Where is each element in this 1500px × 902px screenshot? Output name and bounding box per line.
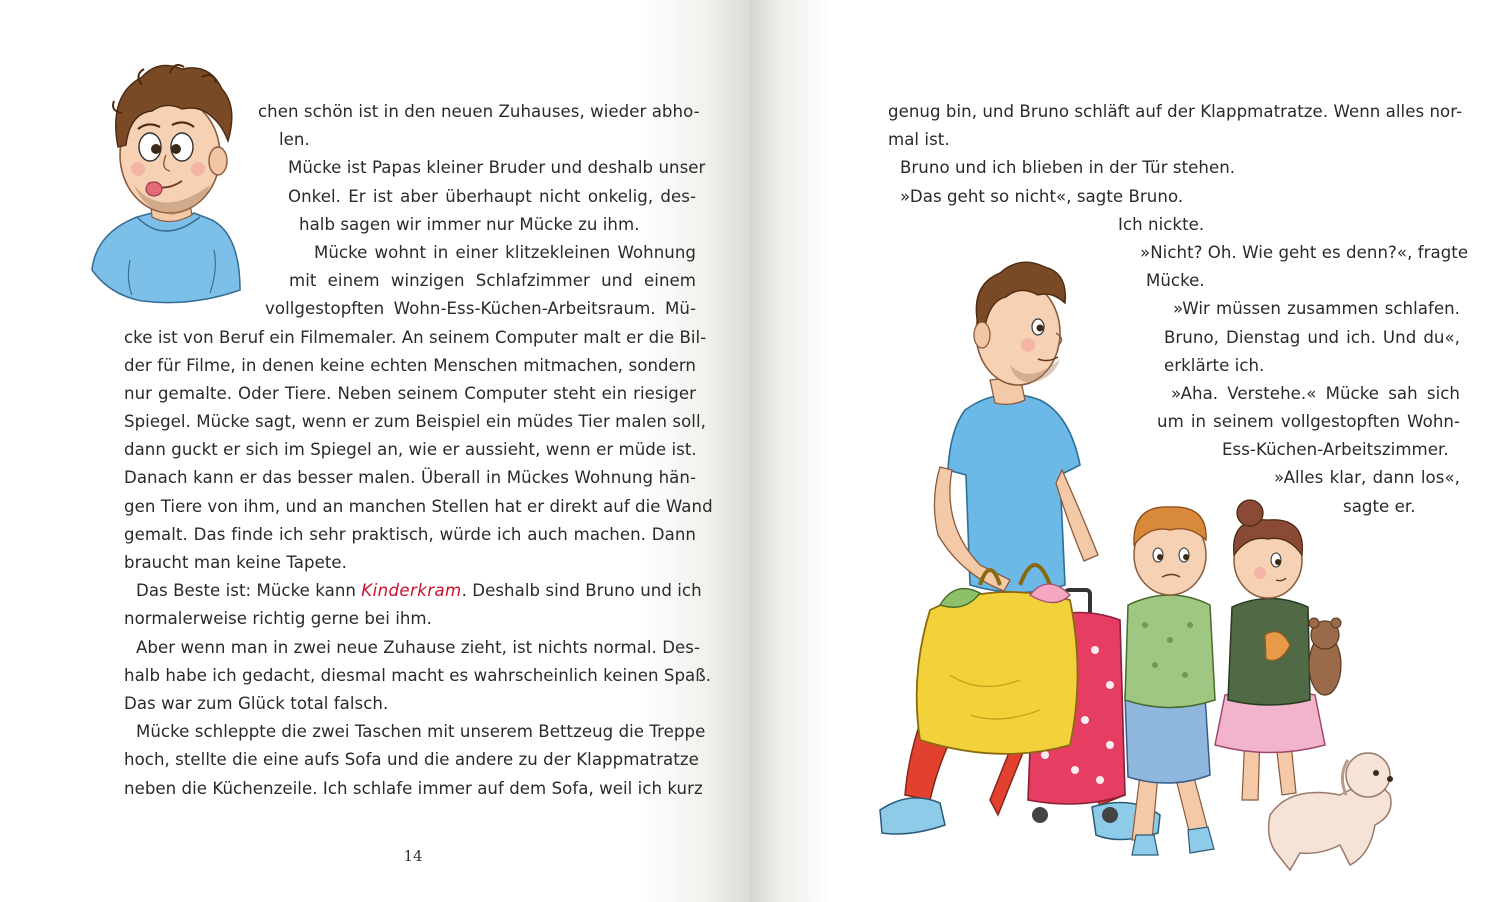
text-line: Ich nickte. [1118, 214, 1205, 234]
text-line: nur gemalte. Oder Tiere. Neben seinem Computer steht ein riesiger [124, 383, 696, 403]
right-page-text [888, 98, 1469, 521]
text-line: mit einem winzigen Schlafzimmer und einem [289, 271, 696, 291]
text-line: Mücke. [1146, 271, 1205, 291]
text-segment: Das Beste ist: Mücke kann [136, 581, 362, 601]
text-line: mal ist. [888, 130, 950, 150]
text-line: »Nicht? Oh. Wie geht es denn?«, fragte [1140, 242, 1469, 262]
text-line: Spiegel. Mücke sagt, wenn er zum Beispiel ein müdes Tier malen soll, [124, 412, 706, 432]
text-line: »Das geht so nicht«, sagte Bruno. [900, 186, 1184, 206]
text-line: braucht man keine Tapete. [124, 553, 347, 572]
text-line: »Wir müssen zusammen schlafen. [1173, 299, 1460, 319]
text-line: um in seinem vollgestopften Wohn- [1157, 412, 1460, 432]
page-number: 14 [403, 847, 423, 865]
text-line: genug bin, und Bruno schläft auf der Klappmatratze. Wenn alles nor- [888, 102, 1463, 121]
text-line: halb habe ich gedacht, diesmal macht es wahrscheinlich keinen Spaß. [124, 665, 712, 685]
text-line: erklärte ich. [1164, 355, 1265, 375]
text-line: Aber wenn man in zwei neue Zuhause zieht, ist nichts normal. Des- [136, 637, 701, 657]
text-line: Mücke wohnt in einer klitzekleinen Wohnung [314, 242, 696, 262]
text-line: len. [279, 130, 310, 150]
text-line: sagte er. [1343, 496, 1416, 516]
text-line: vollgestopften Wohn-Ess-Küchen-Arbeitsraum. Mü- [265, 299, 696, 319]
text-line: Onkel. Er ist aber überhaupt nicht onkelig, des- [288, 186, 696, 206]
text-line: der für Filme, in denen keine echten Menschen mitmachen, sondern [124, 355, 696, 375]
text-line: Danach kann er das besser malen. Überall in Mückes Wohnung hän- [124, 468, 696, 488]
text-line: chen schön ist in den neuen Zuhauses, wieder abho- [258, 102, 700, 121]
text-line: Mücke schleppte die zwei Taschen mit unserem Bettzeug die Treppe [136, 722, 706, 742]
text-line: Bruno, Dienstag und ich. Und du«, [1164, 327, 1460, 347]
text-line: neben die Küchenzeile. Ich schlafe immer auf dem Sofa, weil ich kurz [124, 778, 703, 798]
text-line: gen Tiere von ihm, und an manchen Stellen hat er direkt auf die Wand [124, 496, 713, 516]
text-line [136, 577, 702, 605]
text-line: »Aha. Verstehe.« Mücke sah sich [1171, 383, 1460, 403]
text-line: Das war zum Glück total falsch. [124, 693, 389, 713]
text-line: Ess-Küchen-Arbeitszimmer. [1222, 440, 1449, 460]
left-page-text [124, 98, 713, 803]
text-line: hoch, stellte die eine aufs Sofa und die andere zu der Klappmatratze [124, 750, 699, 770]
text-line: normalerweise richtig gerne bei ihm. [124, 609, 432, 629]
text-line: gemalt. Das finde ich sehr praktisch, würde ich auch machen. Dann [124, 524, 696, 544]
text-line: dann guckt er sich im Spiegel an, wie er aussieht, wenn er müde ist. [124, 440, 697, 460]
text-segment: . Deshalb sind Bruno und ich [461, 581, 702, 601]
text-line: halb sagen wir immer nur Mücke zu ihm. [299, 214, 640, 234]
text-line: »Alles klar, dann los«, [1274, 468, 1460, 488]
right-page [750, 0, 1500, 902]
text-line: Mücke ist Papas kleiner Bruder und deshalb unser [288, 158, 706, 178]
text-line: Bruno und ich blieben in der Tür stehen. [900, 158, 1236, 178]
highlighted-word: Kinderkram [361, 581, 462, 601]
text-line: cke ist von Beruf ein Filmemaler. An seinem Computer malt er die Bil- [124, 327, 707, 347]
